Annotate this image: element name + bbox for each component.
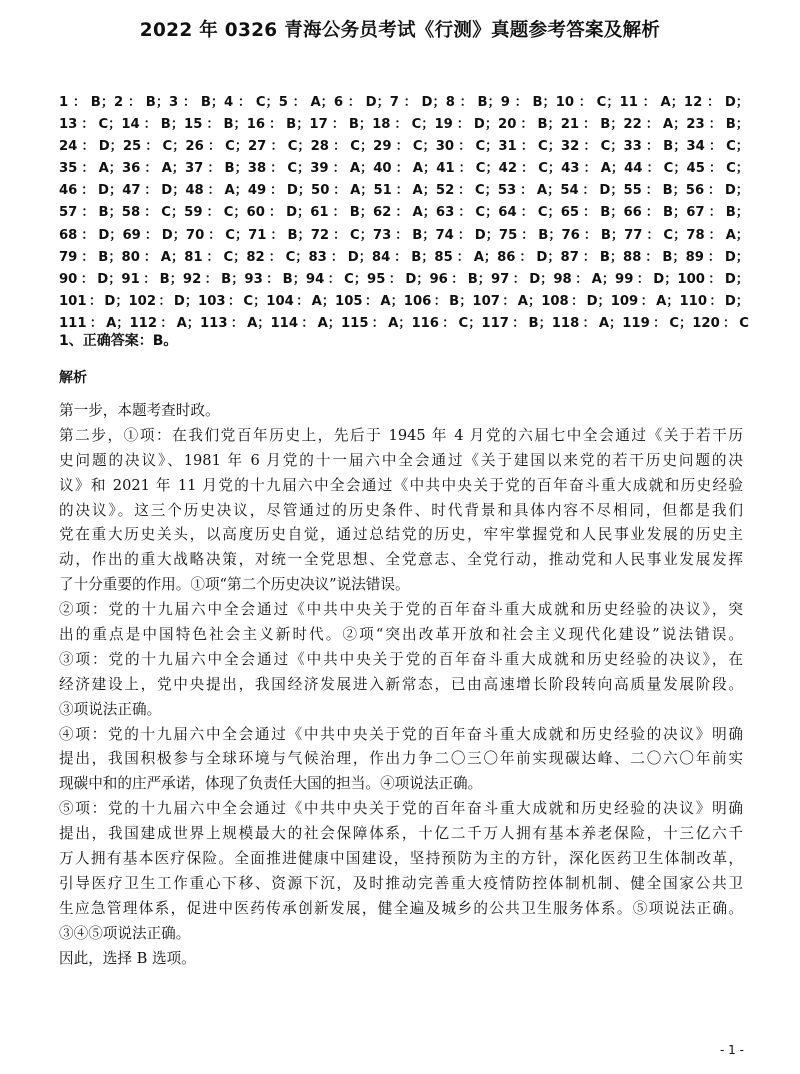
- page-number: - 1 -: [720, 1043, 744, 1057]
- analysis-line: 史问题的决议》、1981 年 6 月党的十一届六中全会通过《关于建国以来党的若干历史问题的决: [59, 451, 743, 469]
- analysis-body: [59, 399, 743, 971]
- analysis-line: 动，作出的重大战略决策，对统一全党思想、全党意志、全党行动，推动党和人民事业发展发挥: [59, 551, 743, 569]
- analysis-line: 了十分重要的作用。①项“第二个历史决议”说法错误。: [59, 576, 410, 594]
- answer-line: 24：D；25：C；26：C；27：C；28：C；29：C；30：C；31：C；32：C；33：B；34：C；: [59, 139, 749, 155]
- answer-line: 79：B；80：A；81：C；82：C；83：D；84：B；85：A；86：D；87：B；88：B；89：D；: [59, 249, 749, 265]
- analysis-line: 的决议》。这三个历史决议，尽管通过的历史条件、时代背景和具体内容不尽相同，但都是我们: [59, 501, 743, 519]
- answer-line: 111：A；112：A；113：A；114：A；115：A；116：C；117：B；118：A；119：C；120：C: [59, 315, 749, 331]
- analysis-line: ③④⑤项说法正确。: [59, 924, 191, 942]
- analysis-line: ⑤项：党的十九届六中全会通过《中共中央关于党的百年奋斗重大成就和历史经验的决议》明确: [59, 800, 743, 818]
- answer-line: 1：B；2：B；3：B；4：C；5：A；6：D；7：D；8：B；9：B；10：C；11：A；12：D；: [59, 95, 749, 110]
- analysis-line: 第一步，本题考查时政。: [59, 402, 220, 419]
- analysis-line: ②项：党的十九届六中全会通过《中共中央关于党的百年奋斗重大成就和历史经验的决议》，突: [59, 601, 743, 619]
- answer-key: [59, 92, 749, 335]
- analysis-line: 引导医疗卫生工作重心下移、资源下沉，及时推动完善重大疫情防控体制机制、健全国家公共卫: [59, 874, 743, 892]
- analysis-line: 现碳中和的庄严承诺，体现了负责任大国的担当。④项说法正确。: [59, 775, 483, 793]
- analysis-line: 提出，我国建成世界上规模最大的社会保障体系，十亿二千万人拥有基本养老保险，十三亿六千: [59, 825, 743, 843]
- analysis-line: 经济建设上，党中央提出，我国经济发展进入新常态，已由高速增长阶段转向高质量发展阶段。: [59, 675, 743, 693]
- question-heading: 1、正确答案：B。: [59, 333, 178, 349]
- answer-line: 13：C；14：B；15：B；16：B；17：B；18：C；19：D；20：B；21：B；22：A；23：B；: [59, 117, 749, 133]
- analysis-line: ④项：党的十九届六中全会通过《中共中央关于党的百年奋斗重大成就和历史经验的决议》明确: [59, 725, 743, 743]
- answer-line: 68：D；69：D；70：C；71：B；72：C；73：B；74：D；75：B；76：B；77：C；78：A；: [59, 227, 749, 243]
- analysis-line: 第二步，①项：在我们党百年历史上，先后于 1945 年 4 月党的六届七中全会通过《关于若干历: [59, 426, 743, 444]
- answer-line: 35：A；36：A；37：B；38：C；39：A；40：A；41：C；42：C；43：A；44：C；45：C；: [59, 161, 749, 177]
- analysis-line: ③项说法正确。: [59, 700, 162, 718]
- analysis-line: 因此，选择 B 选项。: [59, 949, 196, 967]
- analysis-line: 生应急管理体系，促进中医药传承创新发展，健全遍及城乡的公共卫生服务体系。⑤项说法正确。: [59, 899, 743, 917]
- answer-line: 57：B；58：C；59：C；60：D；61：B；62：A；63：C；64：C；65：B；66：B；67：B；: [59, 205, 749, 221]
- analysis-line: 议》和 2021 年 11 月党的十九届六中全会通过《中共中央关于党的百年奋斗重大成就和历史经验: [59, 476, 743, 494]
- analysis-line: 提出，我国积极参与全球环境与气候治理，作出力争二〇三〇年前实现碳达峰、二〇六〇年前实: [59, 750, 743, 768]
- analysis-line: 党在重大历史关头，以高度历史自觉，通过总结党的历史，牢牢掌握党和人民事业发展的历史主: [59, 526, 743, 544]
- analysis-line: ③项：党的十九届六中全会通过《中共中央关于党的百年奋斗重大成就和历史经验的决议》，在: [59, 650, 743, 668]
- answer-line: 101：D；102：D；103：C；104：A；105：A；106：B；107：A；108：D；109：A；110：D；: [59, 293, 749, 309]
- analysis-line: 万人拥有基本医疗保险。全面推进健康中国建设，坚持预防为主的方针，深化医药卫生体制改革，: [59, 850, 743, 868]
- analysis-heading: 解析: [59, 370, 87, 386]
- document-title: 2022 年 0326 青海公务员考试《行测》真题参考答案及解析: [139, 20, 661, 41]
- answer-line: 46：D；47：D；48：A；49：D；50：A；51：A；52：C；53：A；54：D；55：B；56：D；: [59, 183, 749, 199]
- answer-line: 90：D；91：B；92：B；93：B；94：C；95：D；96：B；97：D；98：A；99：D；100：D；: [59, 271, 749, 287]
- analysis-line: 出的重点是中国特色社会主义新时代。②项“突出改革开放和社会主义现代化建设”说法错误。: [59, 626, 743, 644]
